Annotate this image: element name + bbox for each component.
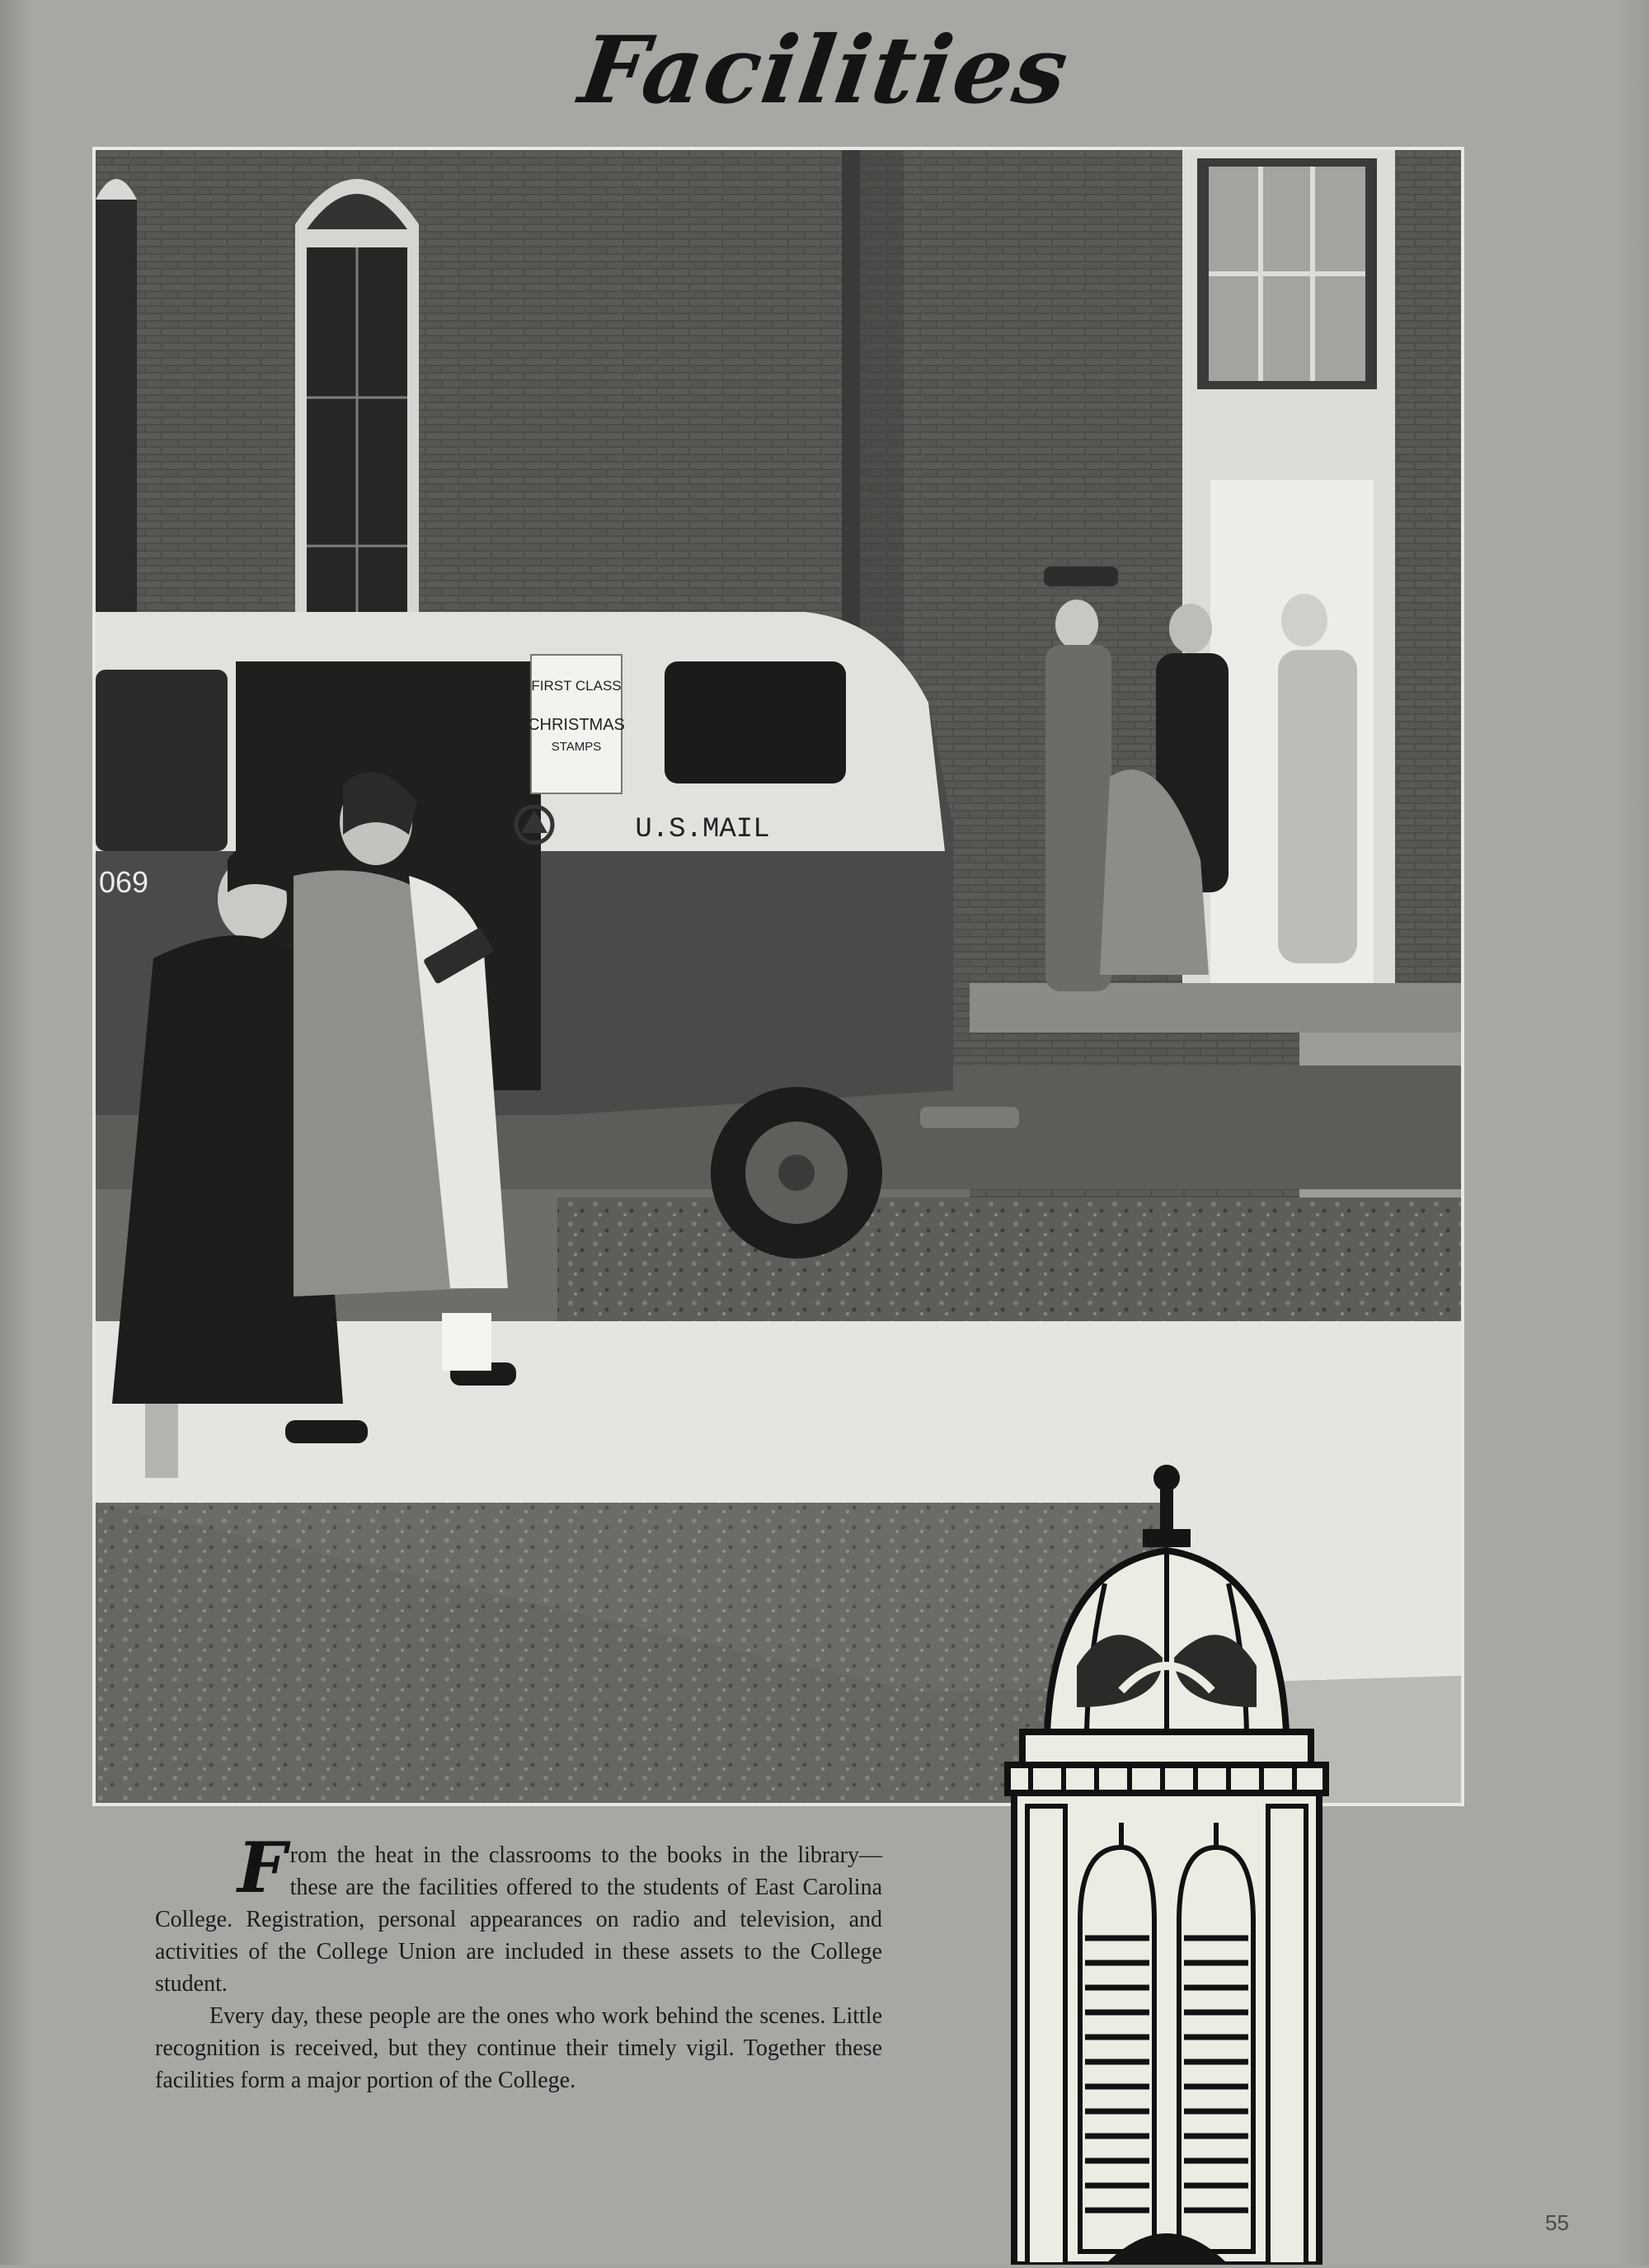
article-paragraph-2: Every day, these people are the ones who work behind the scenes. Little recognition is received, but they continue their timely vigil. Together these facilities form a major portion of the College. (155, 2003, 882, 2093)
cupola-tower-illustration (998, 1460, 1336, 2265)
drop-cap: F (237, 1827, 287, 1908)
van-sign-first-class: FIRST CLASS (531, 678, 622, 694)
license-plate-fragment: 069 (99, 865, 149, 899)
page-title: Facilities (573, 16, 1076, 125)
article-paragraph-1 (155, 1827, 882, 2000)
article-text (155, 1827, 882, 2096)
van-sign-stamps: STAMPS (551, 740, 602, 754)
van-sign-christmas: CHRISTMAS (528, 716, 625, 734)
page-number: 55 (1545, 2210, 1569, 2235)
van-us-mail-lettering: U.S.MAIL (635, 814, 770, 845)
paragraph-1-text: rom the heat in the classrooms to the books in the library—these are the facilities offered to the students of East Carolina College. Registration, personal appearances on radio and television, and activities of the College Union are included in these assets to the College student. (155, 1842, 882, 1997)
